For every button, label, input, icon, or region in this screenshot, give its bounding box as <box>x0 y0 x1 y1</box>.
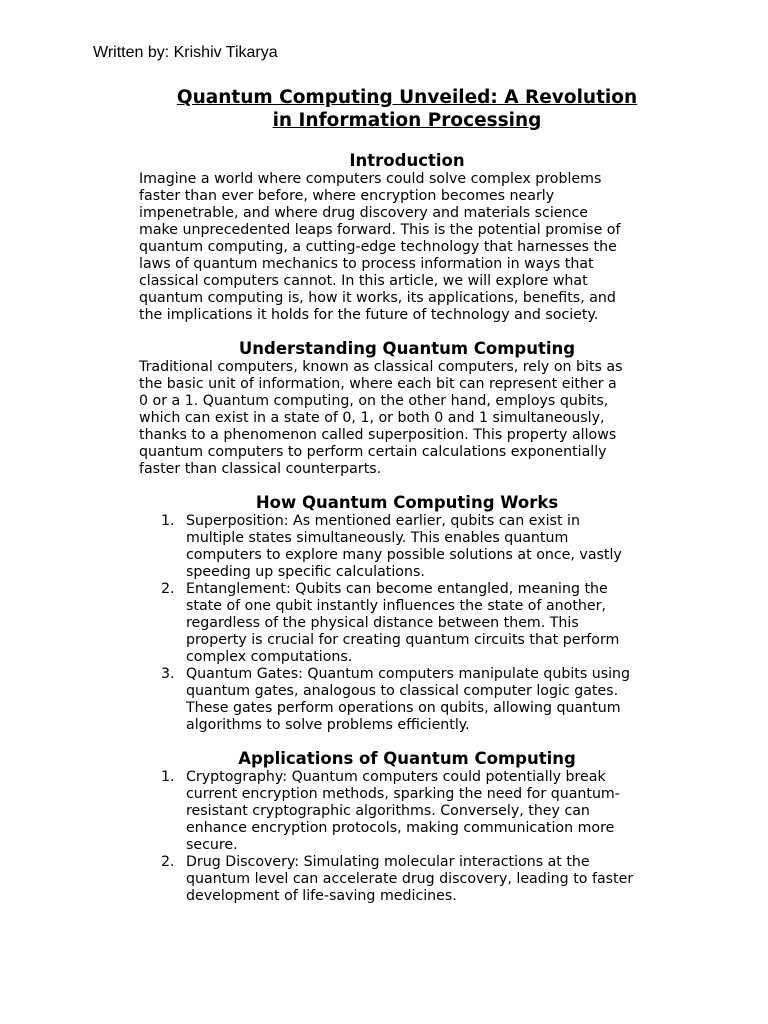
text-line: thanks to a phenomenon called superposition. This property allows <box>139 427 617 443</box>
text-line: make unprecedented leaps forward. This is the potential promise of <box>139 222 621 238</box>
text-line: Quantum Gates: Quantum computers manipulate qubits using <box>186 666 631 682</box>
text-line: laws of quantum mechanics to process information in ways that <box>139 256 594 272</box>
text-line: regardless of the physical distance between them. This <box>186 615 579 631</box>
text-line: the basic unit of information, where each bit can represent either a <box>139 376 617 392</box>
applications-heading: Applications of Quantum Computing <box>238 749 576 768</box>
document-title <box>137 86 677 132</box>
how-it-works-list <box>139 513 675 734</box>
text-line: Traditional computers, known as classical computers, rely on bits as <box>139 359 623 375</box>
author-byline: Written by: Krishiv Tikarya <box>93 44 278 61</box>
list-item <box>139 666 675 734</box>
title-line: in Information Processing <box>272 110 542 131</box>
text-line: state of one qubit instantly influences the state of another, <box>186 598 606 614</box>
text-line: quantum computing is, how it works, its applications, benefits, and <box>139 290 616 306</box>
list-number: 3. <box>161 666 175 682</box>
text-line: which can exist in a state of 0, 1, or both 0 and 1 simultaneously, <box>139 410 605 426</box>
title-line: Quantum Computing Unveiled: A Revolution <box>176 87 638 108</box>
text-line: Imagine a world where computers could solve complex problems <box>139 171 602 187</box>
text-line: Drug Discovery: Simulating molecular interactions at the <box>186 854 590 870</box>
list-item <box>139 513 675 581</box>
list-number: 2. <box>161 854 175 870</box>
list-item <box>139 581 675 666</box>
how-it-works-heading: How Quantum Computing Works <box>255 493 559 512</box>
text-line: Entanglement: Qubits can become entangled, meaning the <box>186 581 608 597</box>
text-line: computers to explore many possible solutions at once, vastly <box>186 547 622 563</box>
text-line: resistant cryptographic algorithms. Conversely, they can <box>186 803 590 819</box>
text-line: Cryptography: Quantum computers could potentially break <box>186 769 606 785</box>
text-line: complex computations. <box>186 649 353 665</box>
text-line: quantum computing, a cutting-edge technology that harnesses the <box>139 239 617 255</box>
list-number: 1. <box>161 769 175 785</box>
applications-list <box>139 769 675 905</box>
list-item <box>139 769 675 854</box>
text-line: multiple states simultaneously. This enables quantum <box>186 530 569 546</box>
introduction-heading: Introduction <box>349 151 465 170</box>
introduction-paragraph <box>139 171 675 324</box>
text-line: algorithms to solve problems efficiently. <box>186 717 470 733</box>
text-line: enhance encryption protocols, making communication more <box>186 820 615 836</box>
text-line: classical computers cannot. In this article, we will explore what <box>139 273 588 289</box>
text-line: quantum level can accelerate drug discovery, leading to faster <box>186 871 634 887</box>
text-line: faster than ever before, where encryption becomes nearly <box>139 188 555 204</box>
text-line: faster than classical counterparts. <box>139 461 382 477</box>
text-line: impenetrable, and where drug discovery and materials science <box>139 205 589 221</box>
text-line: These gates perform operations on qubits, allowing quantum <box>186 700 621 716</box>
text-line: the implications it holds for the future of technology and society. <box>139 307 599 323</box>
list-number: 2. <box>161 581 175 597</box>
list-number: 1. <box>161 513 175 529</box>
list-item <box>139 854 675 905</box>
article-body <box>139 86 675 905</box>
understanding-heading: Understanding Quantum Computing <box>238 339 576 358</box>
text-line: Superposition: As mentioned earlier, qubits can exist in <box>186 513 580 529</box>
text-line: quantum gates, analogous to classical computer logic gates. <box>186 683 619 699</box>
text-line: speeding up specific calculations. <box>186 564 425 580</box>
text-line: property is crucial for creating quantum circuits that perform <box>186 632 620 648</box>
text-line: current encryption methods, sparking the need for quantum- <box>186 786 620 802</box>
text-line: 0 or a 1. Quantum computing, on the other hand, employs qubits, <box>139 393 609 409</box>
text-line: secure. <box>186 837 238 853</box>
text-line: quantum computers to perform certain calculations exponentially <box>139 444 607 460</box>
text-line: development of life-saving medicines. <box>186 888 457 904</box>
understanding-paragraph <box>139 359 675 478</box>
